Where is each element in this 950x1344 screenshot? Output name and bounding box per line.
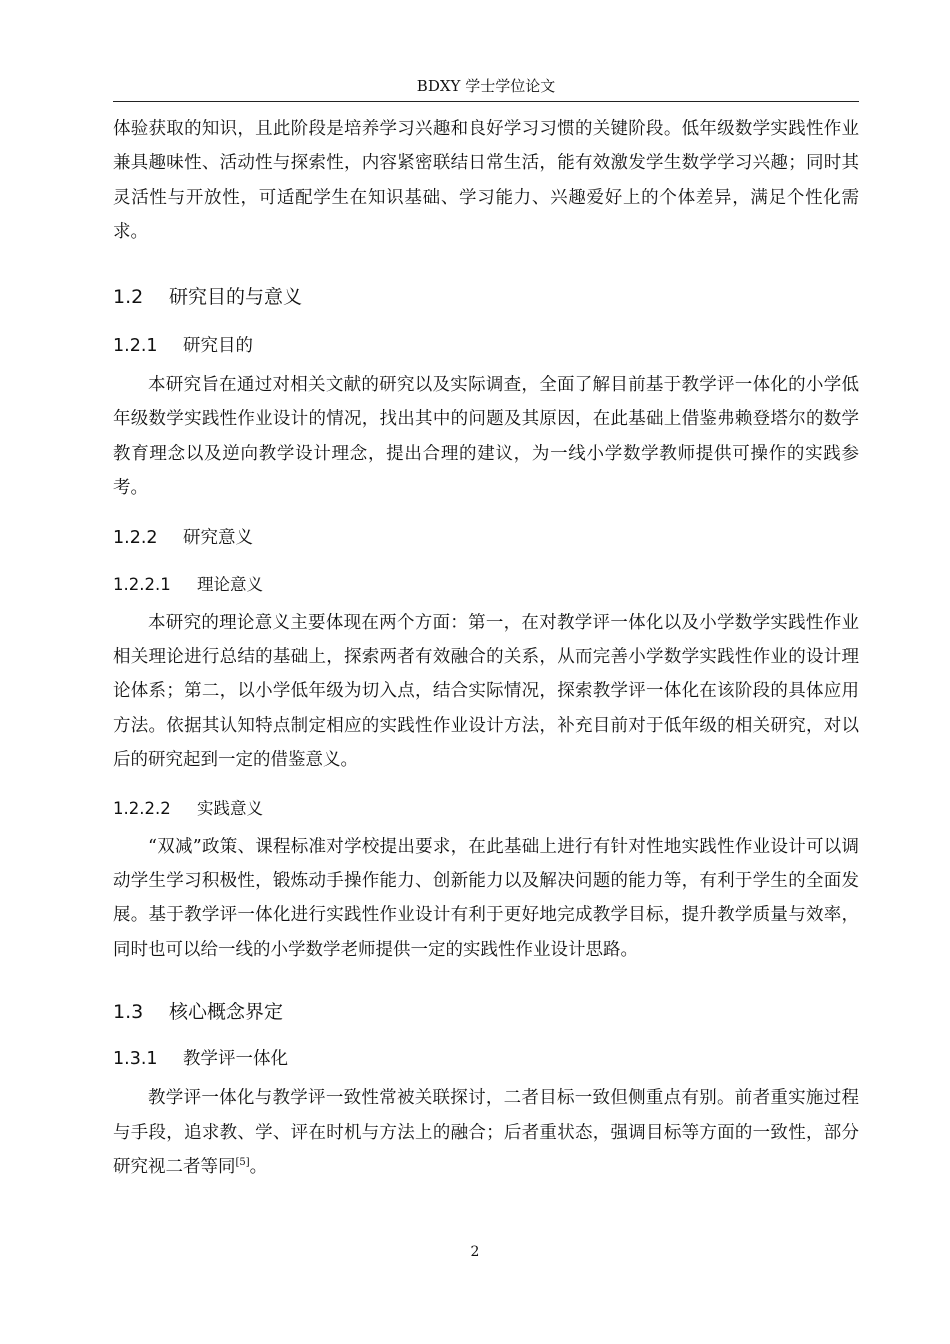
section-heading-1-2-2-2 bbox=[113, 798, 859, 820]
paragraph-text: 教学评一体化与教学评一致性常被关联探讨，二者目标一致但侧重点有别。前者重实施过程与手段，追求教、学、评在时机与方法上的融合；后者重状态，强调目标等方面的一致性，部分研究视二者等同 bbox=[113, 1088, 859, 1178]
section-number: 1.2 bbox=[113, 286, 144, 308]
section-title: 理论意义 bbox=[197, 574, 263, 594]
section-heading-1-2-2-1 bbox=[113, 574, 859, 596]
section-title: 教学评一体化 bbox=[183, 1049, 288, 1070]
section-number: 1.2.1 bbox=[113, 336, 158, 356]
section-heading-1-3-1 bbox=[113, 1047, 859, 1071]
section-title: 研究目的 bbox=[183, 336, 253, 356]
section-number: 1.2.2 bbox=[113, 527, 158, 548]
paragraph-end: 。 bbox=[249, 1157, 268, 1178]
section-title: 实践意义 bbox=[197, 798, 263, 818]
section-heading-1-3 bbox=[113, 999, 859, 1025]
header-rule bbox=[113, 101, 859, 102]
practical-significance-paragraph: “双减”政策、课程标准对学校提出要求，在此基础上进行有针对性地实践性作业设计可以调动学生学习积极性，锻炼动手操作能力、创新能力以及解决问题的能力等，有利于学生的全面发展。基于教学评一体化进行实践性作业设计有利于更好地完成教学目标，提升教学质量与效率，同时也可以给一线的小学数学老师提供一定的实践性作业设计思路。 bbox=[113, 836, 859, 960]
teaching-evaluation-integration-paragraph bbox=[113, 1081, 859, 1184]
section-title: 核心概念界定 bbox=[169, 1001, 284, 1024]
section-heading-1-2-2 bbox=[113, 526, 859, 550]
page-number: 2 bbox=[470, 1244, 480, 1260]
theoretical-significance-paragraph: 本研究的理论意义主要体现在两个方面：第一，在对教学评一体化以及小学数学实践性作业相关理论进行总结的基础上，探索两者有效融合的关系，从而完善小学数学实践性作业的设计理论体系；第二，以小学低年级为切入点，结合实际情况，探索教学评一体化在该阶段的具体应用方法。依据其认知特点制定相应的实践性作业设计方法，补充目前对于低年级的相关研究，对以后的研究起到一定的借鉴意义。 bbox=[113, 612, 859, 771]
section-number: 1.2.2.1 bbox=[113, 574, 171, 594]
intro-paragraph: 体验获取的知识，且此阶段是培养学习兴趣和良好学习习惯的关键阶段。低年级数学实践性作业兼具趣味性、活动性与探索性，内容紧密联结日常生活，能有效激发学生数学学习兴趣；同时其灵活性与开放性，可适配学生在知识基础、学习能力、兴趣爱好上的个体差异，满足个性化需求。 bbox=[113, 119, 859, 243]
research-purpose-paragraph: 本研究旨在通过对相关文献的研究以及实际调查，全面了解目前基于教学评一体化的小学低年级数学实践性作业设计的情况，找出其中的问题及其原因，在此基础上借鉴弗赖登塔尔的数学教育理念以及逆向教学设计理念，提出合理的建议，为一线小学数学教师提供可操作的实践参考。 bbox=[113, 375, 859, 499]
running-header: BDXY 学士学位论文 bbox=[416, 77, 556, 95]
section-heading-1-2-1 bbox=[113, 334, 859, 358]
citation-link[interactable]: [5] bbox=[235, 1157, 250, 1169]
section-number: 1.2.2.2 bbox=[113, 798, 171, 818]
page-content bbox=[113, 112, 859, 1185]
section-number: 1.3 bbox=[113, 1001, 144, 1024]
section-heading-1-2 bbox=[113, 284, 859, 310]
section-title: 研究意义 bbox=[183, 527, 253, 548]
section-title: 研究目的与意义 bbox=[169, 286, 303, 308]
section-number: 1.3.1 bbox=[113, 1049, 158, 1070]
